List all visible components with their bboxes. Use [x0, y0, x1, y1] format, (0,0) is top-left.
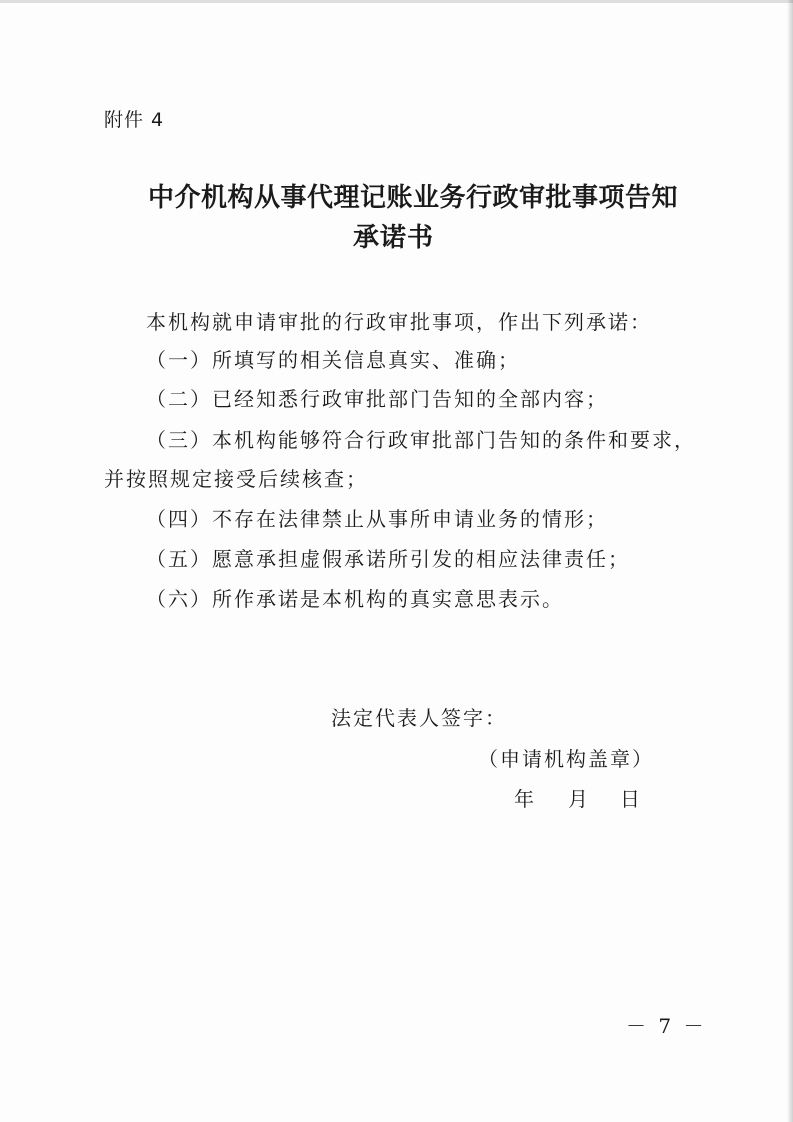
date-day-label: 日 — [620, 787, 642, 811]
representative-signature-label: 法定代表人签字： — [331, 706, 507, 730]
commitment-item-3: （三）本机构能够符合行政审批部门告知的条件和要求， — [146, 428, 696, 452]
commitment-item-5: （五）愿意承担虚假承诺所引发的相应法律责任； — [146, 547, 630, 571]
commitment-item-1: （一）所填写的相关信息真实、准确； — [146, 348, 520, 372]
scan-edge — [787, 0, 793, 1122]
document-title-continuation: 承诺书 — [353, 223, 435, 253]
commitment-item-2: （二）已经知悉行政审批部门告知的全部内容； — [146, 387, 608, 411]
commitment-item-4: （四）不存在法律禁止从事所申请业务的情形； — [146, 507, 608, 531]
page-number: － 7 － — [626, 1014, 707, 1038]
date-year-label: 年 — [514, 787, 536, 811]
commitment-item-3-continuation: 并按照规定接受后续核查； — [104, 467, 368, 491]
document-title: 中介机构从事代理记账业务行政审批事项告知 — [148, 183, 679, 213]
commitment-item-6: （六）所作承诺是本机构的真实意思表示。 — [146, 587, 564, 611]
seal-label: （申请机构盖章） — [478, 747, 654, 771]
attachment-label: 附件 4 — [104, 109, 165, 131]
scan-edge — [0, 0, 793, 3]
date-month-label: 月 — [568, 787, 590, 811]
intro-paragraph: 本机构就申请审批的行政审批事项，作出下列承诺： — [146, 310, 652, 334]
